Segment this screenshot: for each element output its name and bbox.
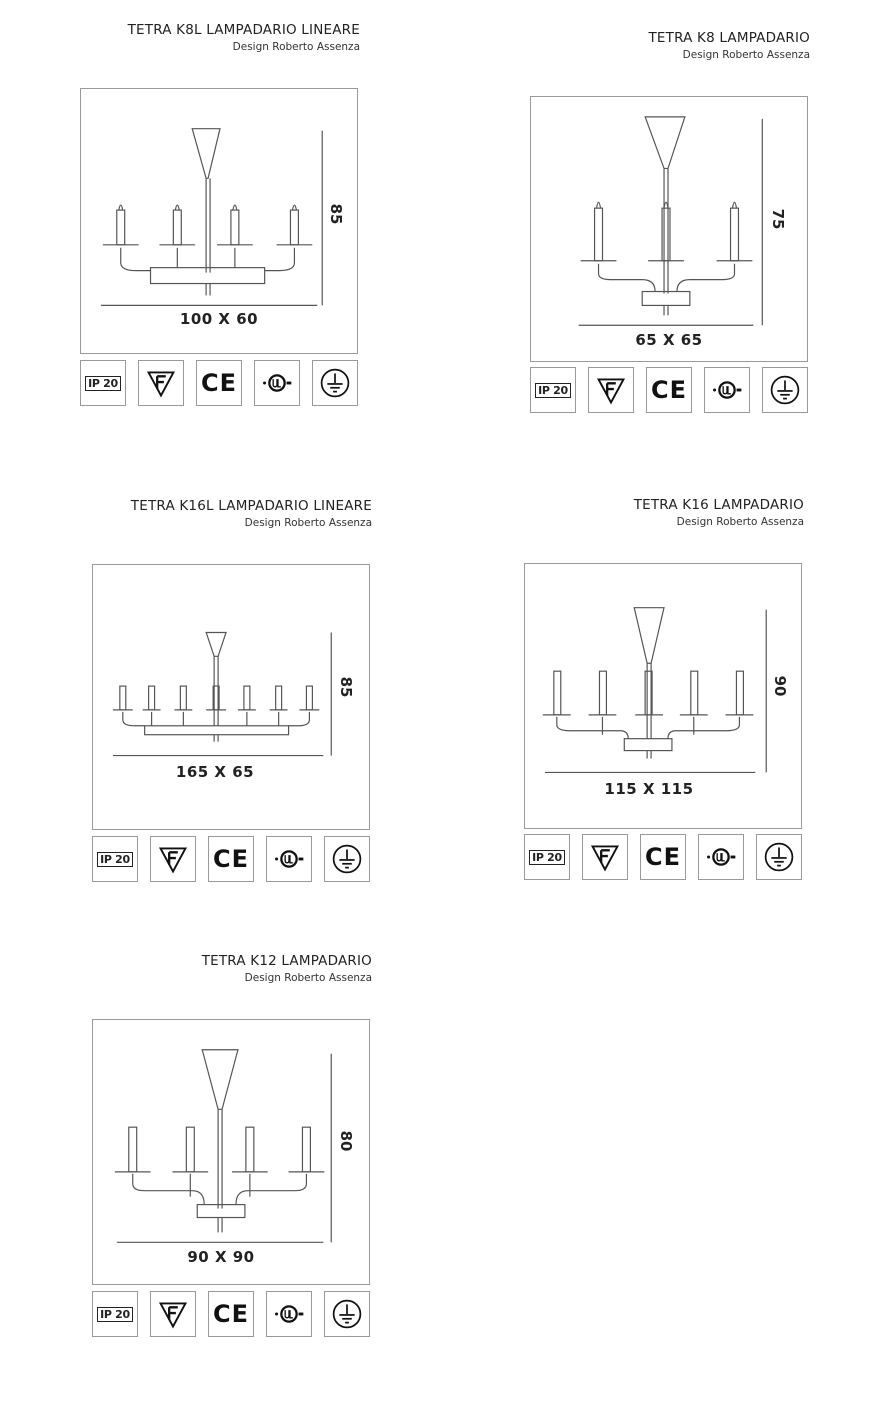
ul-listed-icon <box>704 367 750 413</box>
height-dimension: 90 <box>771 675 789 697</box>
certification-icons <box>92 836 370 882</box>
certification-icons <box>530 367 808 413</box>
ce-mark-icon <box>196 360 242 406</box>
ip20-icon <box>530 367 576 413</box>
product-designer: Design Roberto Assenza <box>676 516 804 528</box>
chandelier-drawing <box>531 97 807 361</box>
ground-symbol-icon <box>324 1291 370 1337</box>
chandelier-drawing <box>93 1020 369 1284</box>
product-title: TETRA K8 LAMPADARIO <box>648 30 810 46</box>
technical-drawing <box>530 96 808 362</box>
ce-mark-text: CE <box>644 843 681 871</box>
width-dimension: 90 X 90 <box>187 1248 255 1266</box>
ce-mark-icon <box>646 367 692 413</box>
technical-drawing <box>80 88 358 354</box>
ground-symbol-icon <box>324 836 370 882</box>
technical-drawing <box>92 564 370 830</box>
certification-icons <box>80 360 358 406</box>
product-k8 <box>530 30 810 420</box>
width-dimension: 165 X 65 <box>175 763 255 781</box>
ul-listed-icon <box>266 1291 312 1337</box>
ground-symbol-icon <box>762 367 808 413</box>
height-dimension: 80 <box>337 1130 355 1152</box>
ground-symbol-icon <box>756 834 802 880</box>
f-mark-icon <box>588 367 634 413</box>
ip20-icon <box>524 834 570 880</box>
ce-mark-icon <box>208 1291 254 1337</box>
product-designer: Design Roberto Assenza <box>244 972 372 984</box>
ip20-icon <box>80 360 126 406</box>
f-mark-icon <box>582 834 628 880</box>
ip-rating-text: IP 20 <box>97 1307 133 1322</box>
f-mark-icon <box>150 1291 196 1337</box>
width-dimension: 65 X 65 <box>635 331 703 349</box>
ce-mark-text: CE <box>650 376 687 404</box>
ip-rating-text: IP 20 <box>97 852 133 867</box>
width-dimension: 100 X 60 <box>179 310 259 328</box>
f-mark-icon <box>138 360 184 406</box>
ip20-icon <box>92 836 138 882</box>
product-title: TETRA K12 LAMPADARIO <box>201 953 372 969</box>
height-dimension: 75 <box>769 208 787 230</box>
width-dimension: 115 X 115 <box>604 780 694 798</box>
product-k12 <box>92 953 372 1343</box>
ground-symbol-icon <box>312 360 358 406</box>
ce-mark-text: CE <box>200 369 237 397</box>
technical-drawing <box>524 563 802 829</box>
product-k8l <box>80 22 360 412</box>
certification-icons <box>92 1291 370 1337</box>
technical-drawing <box>92 1019 370 1285</box>
product-title: TETRA K16L LAMPADARIO LINEARE <box>130 498 372 514</box>
ce-mark-icon <box>208 836 254 882</box>
ul-listed-icon <box>698 834 744 880</box>
ce-mark-icon <box>640 834 686 880</box>
ip-rating-text: IP 20 <box>529 850 565 865</box>
certification-icons <box>524 834 802 880</box>
ce-mark-text: CE <box>212 1300 249 1328</box>
ul-listed-icon <box>266 836 312 882</box>
product-k16 <box>524 497 804 887</box>
product-k16l <box>92 498 372 888</box>
ul-listed-icon <box>254 360 300 406</box>
product-designer: Design Roberto Assenza <box>244 517 372 529</box>
f-mark-icon <box>150 836 196 882</box>
ip-rating-text: IP 20 <box>535 383 571 398</box>
ce-mark-text: CE <box>212 845 249 873</box>
chandelier-drawing <box>93 565 369 829</box>
product-designer: Design Roberto Assenza <box>232 41 360 53</box>
ip20-icon <box>92 1291 138 1337</box>
height-dimension: 85 <box>337 676 355 698</box>
product-title: TETRA K8L LAMPADARIO LINEARE <box>127 22 360 38</box>
ip-rating-text: IP 20 <box>85 376 121 391</box>
product-title: TETRA K16 LAMPADARIO <box>633 497 804 513</box>
height-dimension: 85 <box>327 203 345 225</box>
product-designer: Design Roberto Assenza <box>682 49 810 61</box>
